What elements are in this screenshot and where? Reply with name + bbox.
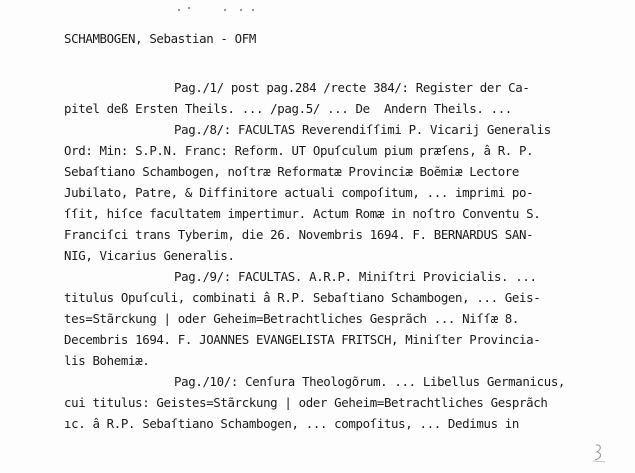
text-line: NIG, Vicarius Generalis. [64,248,235,263]
text-line: cui titulus: Geistes=Stãrckung | oder Geheim=Betrachtliches Gesprãch [64,395,548,410]
text-line: pitel deß Ersten Theils. ... /pag.5/ ... De Andern Theils. ... [64,101,512,116]
text-line: Ord: Min: S.P.N. Franc: Reform. UT Opuſculum pium præſens, â R. P. [64,143,534,158]
text-line: Franciſci trans Tyberim, die 26. Novembris 1694. F. BERNARDUS SAN- [64,227,534,242]
speck [178,9,180,11]
text-line: tes=Stãrckung | oder Geheim=Betrachtliches Gesprãch ... Niſſæ 8. [64,311,520,326]
speck [240,9,242,11]
text-line: titulus Opuſculi, combinati â R.P. Sebaſtiano Schambogen, ... Geis- [64,290,541,305]
card-heading: SCHAMBOGEN, Sebastian - OFM [64,31,256,46]
text-line: Pag./8/: FACULTAS Reverendiſſimi P. Vicarij Generalis [174,122,551,137]
pencil-mark-icon [590,442,608,464]
text-line: Sebaſtiano Schambogen, noſtræ Reformatæ Provinciæ Boẽmiæ Lectore [64,164,520,179]
text-line: Decembris 1694. F. JOANNES EVANGELISTA FRITSCH, Miniſter Provincia- [64,332,541,347]
text-line: Pag./9/: FACULTAS. A.R.P. Miniſtri Provicialis. ... [174,269,537,284]
text-line: Pag./10/: Cenſura Theologõrum. ... Libellus Germanicus, [174,374,566,389]
text-line: Pag./1/ post pag.284 /recte 384/: Register der Ca- [174,80,530,95]
text-line: ıc. â R.P. Sebaſtiano Schambogen, ... compoſitus, ... Dedimus in [64,416,520,431]
text-line: ſſit, hiſce facultatem impertimur. Actum Romæ in noſtro Conventu S. [64,206,541,221]
speck [224,9,226,11]
text-line: Jubilato, Patre, & Diffinitore actuali compoſitum, ... imprimi po- [64,185,534,200]
paper-specks [178,6,258,14]
text-line: lis Bohemiæ. [64,353,150,368]
speck [252,9,254,11]
speck [188,7,190,9]
